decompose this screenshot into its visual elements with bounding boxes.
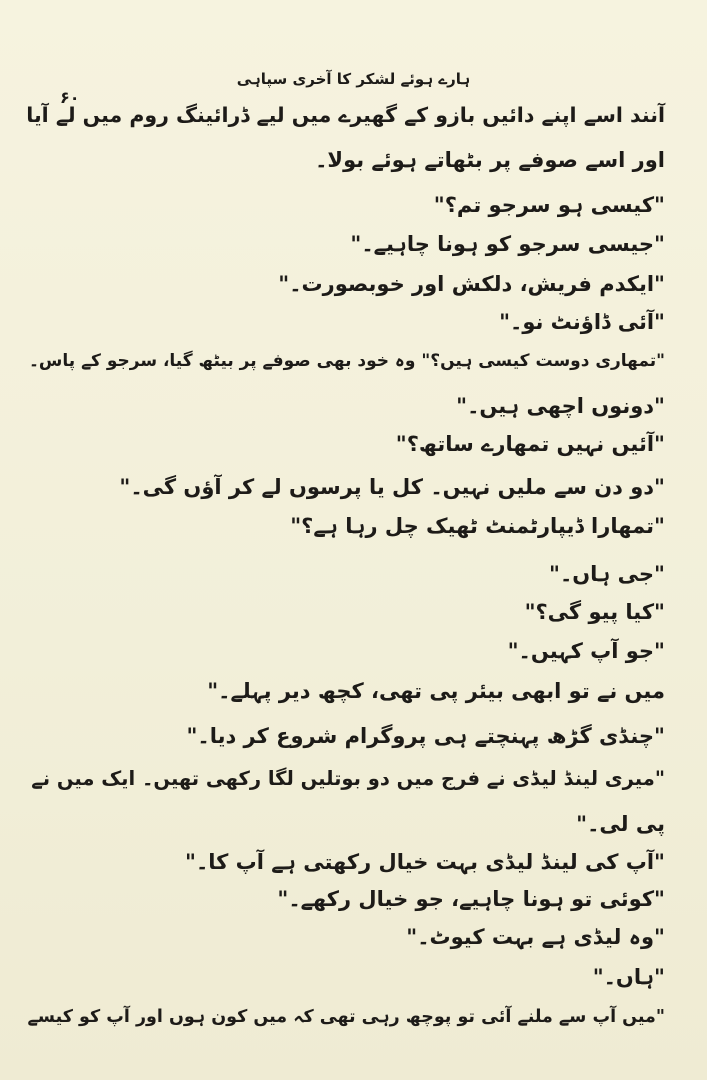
text-line: "میں آپ سے ملنے آئی تو پوچھ رہی تھی کہ میں کون ہوں اور آپ کو کیسے	[27, 1007, 665, 1027]
text-line: "ایکدم فریش، دلکش اور خوبصورت۔"	[278, 272, 665, 296]
text-line: "آئی ڈاؤنٹ نو۔"	[499, 310, 665, 334]
text-line: "دو دن سے ملیں نہیں۔ کل یا پرسوں لے کر آؤں گی۔"	[119, 475, 665, 499]
text-line: "جی ہاں۔"	[549, 562, 665, 586]
text-line: "آپ کی لینڈ لیڈی بہت خیال رکھتی ہے آپ کا۔"	[185, 850, 665, 874]
text-line: "تمھاری دوست کیسی ہیں؟" وہ خود بھی صوفے پر بیٹھ گیا، سرجو کے پاس۔	[28, 351, 665, 371]
page-number: ۶۰	[60, 88, 80, 107]
text-line: میں نے تو ابھی بیئر پی تھی، کچھ دیر پہلے۔"	[207, 679, 665, 703]
text-line: "دونوں اچھی ہیں۔"	[456, 394, 665, 418]
text-line: "ہاں۔"	[592, 965, 665, 989]
text-line: "چنڈی گڑھ پہنچتے ہی پروگرام شروع کر دیا۔"	[186, 724, 665, 748]
text-line: "تمھارا ڈیپارٹمنٹ ٹھیک چل رہا ہے؟"	[290, 514, 665, 538]
text-line: "جو آپ کہیں۔"	[507, 639, 665, 663]
text-line: "آئیں نہیں تمھارے ساتھ؟"	[395, 432, 665, 456]
text-line: "میری لینڈ لیڈی نے فرج میں دو بوتلیں لگا رکھی تھیں۔ ایک میں نے	[31, 767, 665, 790]
text-line: "کیسی ہو سرجو تم؟"	[433, 193, 665, 217]
text-line: پی لی۔"	[576, 812, 665, 836]
text-line: "وہ لیڈی ہے بہت کیوٹ۔"	[406, 925, 665, 949]
text-line: "کوئی تو ہونا چاہیے، جو خیال رکھے۔"	[277, 887, 665, 911]
text-line: اور اسے صوفے پر بٹھاتے ہوئے بولا۔	[315, 148, 665, 172]
text-line: "جیسی سرجو کو ہونا چاہیے۔"	[350, 232, 665, 256]
text-line: "کیا پیو گی؟"	[524, 600, 665, 624]
running-head: ہارے ہوئے لشکر کا آخری سپاہی	[236, 70, 471, 88]
text-line: آنند اسے اپنے دائیں بازو کے گھیرے میں لیے ڈرائینگ روم میں لے آیا	[26, 103, 665, 127]
